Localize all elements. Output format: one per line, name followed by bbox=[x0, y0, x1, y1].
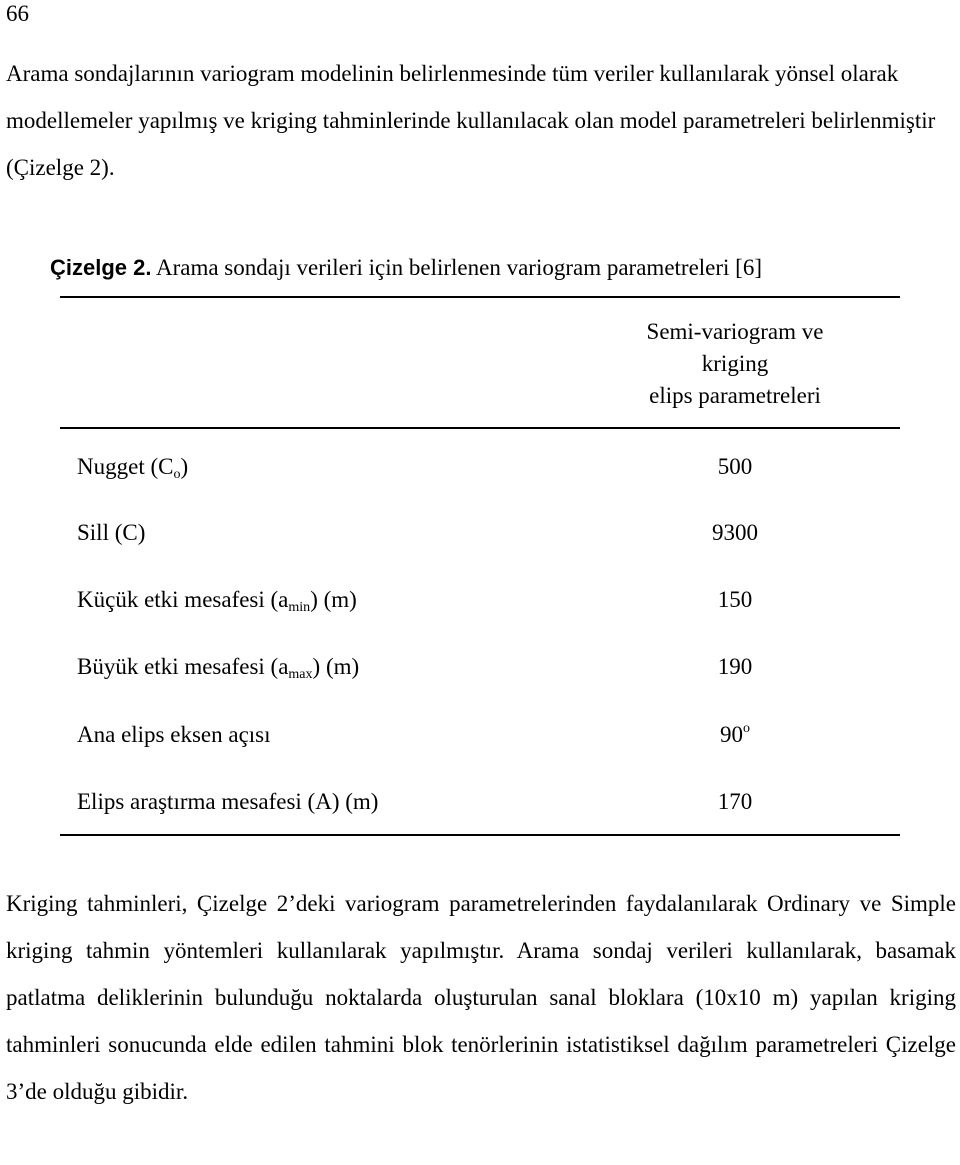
table-bottom-rule bbox=[60, 834, 900, 836]
row-label-subscript: o bbox=[173, 467, 181, 482]
column-header-line-2: kriging bbox=[701, 351, 769, 376]
table-row-value bbox=[660, 720, 810, 750]
table-row-value bbox=[660, 452, 810, 482]
table-top-rule bbox=[60, 296, 900, 298]
table-row-value bbox=[660, 787, 810, 817]
table-caption-text: Arama sondajı verileri için belirlenen variogram parametreleri [6] bbox=[155, 255, 762, 280]
row-label-tail: ) bbox=[180, 454, 189, 479]
table-caption-label: Çizelge 2. bbox=[50, 255, 152, 280]
row-label-text: Sill (C) bbox=[77, 520, 146, 545]
row-value-text: 150 bbox=[717, 587, 753, 612]
page-number: 66 bbox=[6, 1, 29, 26]
column-header-line-3: elips parametreleri bbox=[649, 383, 821, 408]
degree-superscript: o bbox=[743, 721, 750, 736]
row-value-text: 90 bbox=[720, 722, 743, 747]
table-row-value bbox=[660, 652, 810, 682]
row-label-text: Büyük etki mesafesi (a bbox=[77, 654, 289, 679]
row-label-text: Nugget (C bbox=[77, 454, 174, 479]
table-header-rule bbox=[60, 427, 900, 429]
row-label-subscript: max bbox=[288, 667, 313, 682]
row-label-tail: ) (m) bbox=[312, 654, 360, 679]
table-row-label bbox=[77, 652, 359, 682]
row-value-text: 190 bbox=[717, 654, 753, 679]
table-row-label bbox=[77, 452, 188, 482]
table-row-value bbox=[660, 585, 810, 615]
row-value-text: 9300 bbox=[712, 520, 758, 545]
intro-paragraph: Arama sondajlarının variogram modelinin belirlenmesinde tüm veriler kullanılarak yönsel olarak modellemeler yapılmış ve kriging tahminlerinde kullanılacak olan model parametreleri belirlenmiştir (Çizelge 2). bbox=[6, 61, 936, 180]
row-label-text: Elips araştırma mesafesi (A) (m) bbox=[77, 789, 379, 814]
column-header-line-1: Semi-variogram ve bbox=[646, 319, 824, 344]
table-row-label bbox=[77, 585, 357, 615]
row-value-text: 170 bbox=[717, 789, 753, 814]
table-row-label bbox=[77, 720, 271, 750]
table-row-value bbox=[660, 518, 810, 548]
row-label-text: Küçük etki mesafesi (a bbox=[77, 587, 289, 612]
table-caption bbox=[50, 244, 762, 291]
table-row-label bbox=[77, 518, 145, 548]
row-value-text: 500 bbox=[717, 454, 753, 479]
table-row-label bbox=[77, 787, 378, 817]
body-paragraph: Kriging tahminleri, Çizelge 2’deki variogram parametrelerinden faydalanılarak Ordinary ve Simple kriging tahmin yöntemleri kullanılarak yapılmıştır. Arama sondaj verileri kullanılarak, basamak patlatma deliklerinin bulunduğu noktalarda oluşturulan sanal bloklara (10x10 m) yapılan kriging tahminleri sonucunda elde edilen tahmini blok tenörlerinin istatistiksel dağılım parametreleri Çizelge 3’de olduğu gibidir. bbox=[6, 891, 956, 1104]
row-label-text: Ana elips eksen açısı bbox=[77, 722, 271, 747]
row-label-tail: ) (m) bbox=[310, 587, 357, 612]
row-label-subscript: min bbox=[288, 600, 311, 615]
table-column-header bbox=[560, 316, 910, 412]
